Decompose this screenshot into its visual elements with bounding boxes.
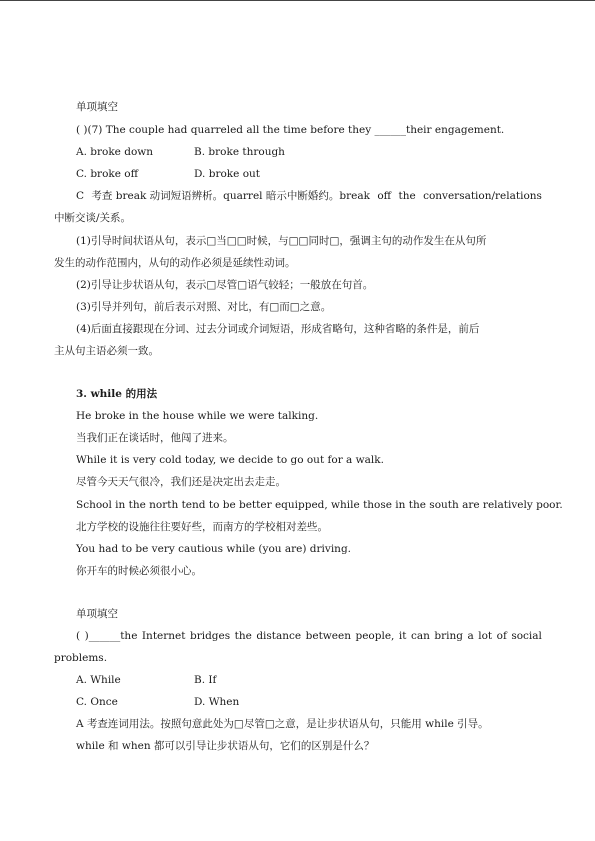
- usage-1-line-2: 发生的动作范围内，从句的动作必须是延续性动词。: [54, 257, 296, 269]
- follow-up-question: while 和 when 都可以引导让步状语从句，它们的区别是什么？: [76, 740, 375, 752]
- usage-4-line-2: 主从句主语必须一致。: [54, 345, 159, 357]
- question-word: lot: [478, 630, 493, 642]
- answer-text-d: conversation/relations: [423, 190, 542, 202]
- question-word: people,: [355, 630, 395, 642]
- question-7: ( )(7) The couple had quarreled all the time before they ______their engagement.: [76, 124, 505, 136]
- section-heading-2: 3. while 的用法: [76, 388, 158, 400]
- example-4-zh: 你开车的时候必须很小心。: [76, 565, 202, 577]
- question-word: bring: [434, 630, 463, 642]
- answer-text-c: the: [398, 190, 416, 202]
- page-top-rule: [0, 0, 595, 1]
- option-c-2: C. Once: [76, 696, 118, 708]
- example-1-zh: 当我们正在谈话时，他闯了进来。: [76, 432, 234, 444]
- option-a: A. broke down: [76, 146, 154, 158]
- example-4-en: You had to be very cautious while (you are) driving.: [76, 543, 352, 555]
- usage-4-line-1: (4)后面直接跟现在分词、过去分词或介词短语，形成省略句，这种省略的条件是，前后: [76, 323, 480, 335]
- option-d-2: D. When: [194, 696, 240, 708]
- question-word: (: [76, 630, 81, 642]
- question-word: of: [496, 630, 507, 642]
- question-word: between: [305, 630, 351, 642]
- answer-2: A 考查连词用法。按照句意此处为□尽管□之意，是让步状语从句，只能用 while 引导。: [76, 718, 489, 730]
- answer-text-a: 考查 break 动词短语辨析。quarrel 暗示中断婚约。break: [91, 190, 370, 202]
- question-word: bridges: [189, 630, 231, 642]
- option-d: D. broke out: [194, 168, 260, 180]
- question-word: the: [234, 630, 252, 642]
- option-b-2: B. If: [194, 674, 217, 686]
- section-heading-3: 单项填空: [76, 608, 118, 620]
- example-2-en: While it is very cold today, we decide to go out for a walk.: [76, 454, 384, 466]
- option-a-2: A. While: [76, 674, 121, 686]
- question-word: it: [398, 630, 407, 642]
- example-1-en: He broke in the house while we were talking.: [76, 410, 319, 422]
- usage-3: (3)引导并列句，前后表示对照、对比，有□而□之意。: [76, 301, 332, 313]
- answer-text-b: off: [377, 190, 392, 202]
- example-2-zh: 尽管今天天气很冷，我们还是决定出去走走。: [76, 476, 286, 488]
- usage-2: (2)引导让步状语从句，表示□尽管□语气较轻；一般放在句首。: [76, 279, 374, 291]
- option-b: B. broke through: [194, 146, 285, 158]
- question-word: can: [410, 630, 430, 642]
- usage-1-line-1: (1)引导时间状语从句，表示□当□□时候，与□□同时□，强调主句的动作发生在从句所: [76, 235, 487, 247]
- question-while-line-2: problems.: [54, 652, 108, 664]
- answer-line-1: [76, 189, 542, 203]
- question-while-line-1: [76, 629, 542, 643]
- answer-letter: C: [76, 190, 85, 202]
- question-word: a: [467, 630, 474, 642]
- question-word: )______the: [84, 630, 138, 642]
- question-word: distance: [256, 630, 302, 642]
- example-3-zh: 北方学校的设施往往要好些，而南方的学校相对差些。: [76, 521, 328, 533]
- section-heading-1: 单项填空: [76, 101, 118, 113]
- example-3-en: School in the north tend to be better equipped, while those in the south are relatively poor.: [76, 499, 563, 511]
- option-c: C. broke off: [76, 168, 139, 180]
- answer-line-2: 中断交谈/关系。: [54, 212, 132, 224]
- question-word: Internet: [141, 630, 186, 642]
- question-word: social: [511, 630, 542, 642]
